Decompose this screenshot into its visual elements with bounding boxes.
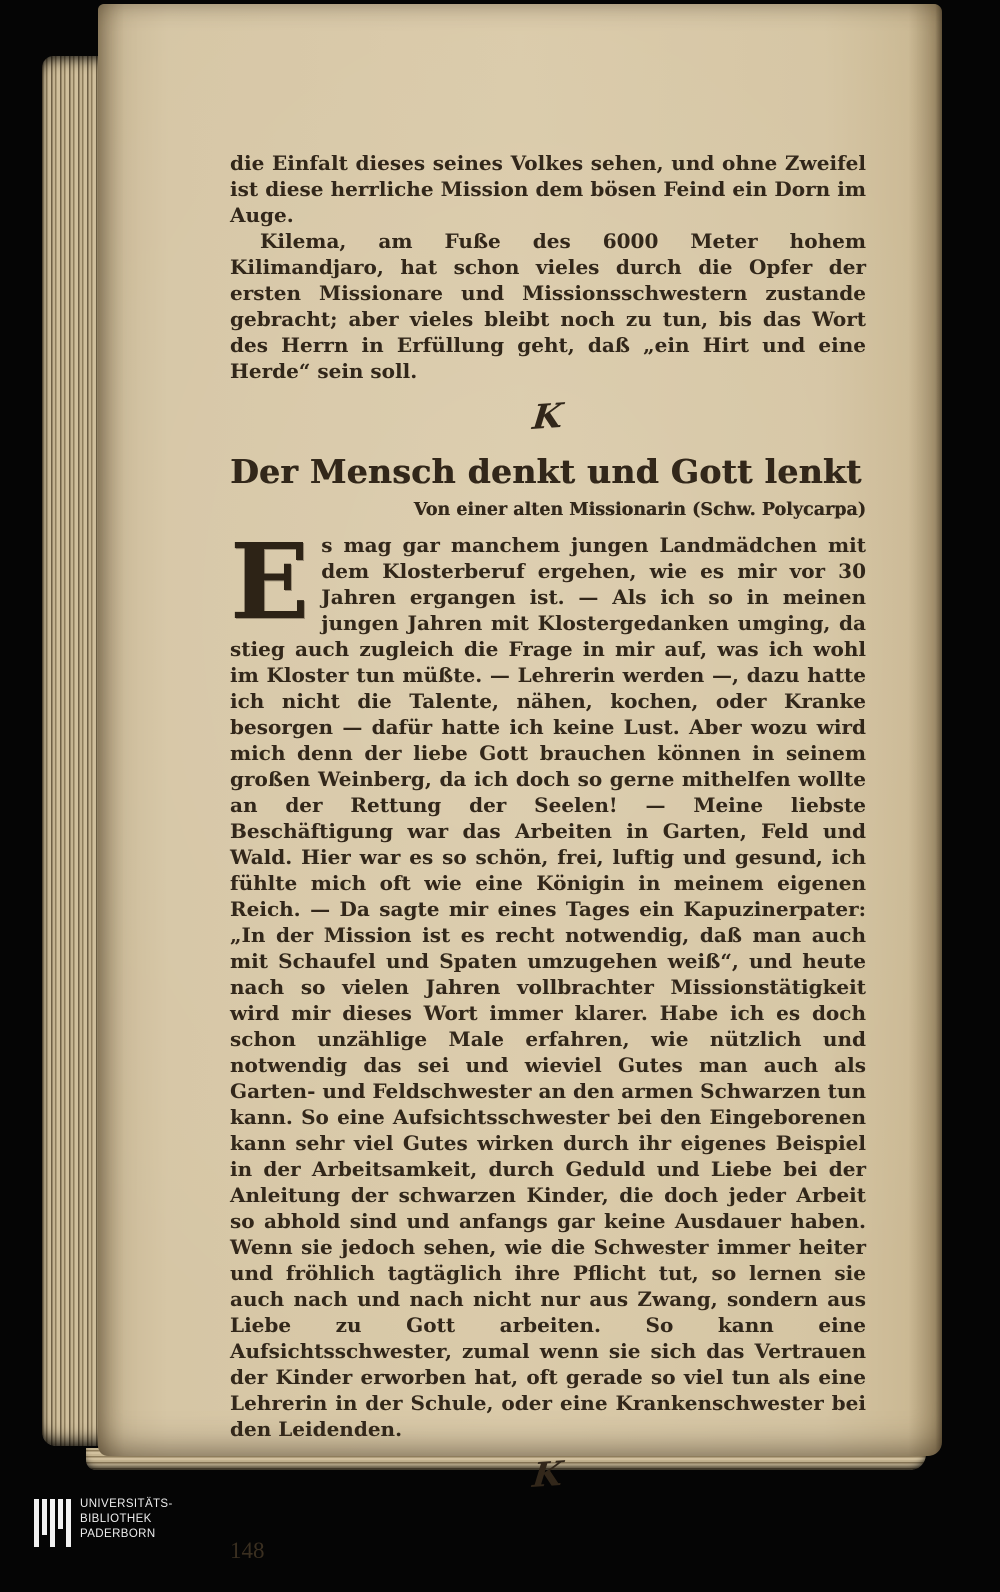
library-name [80,1497,173,1542]
article-body [230,520,866,1442]
watermark-line: BIBLIOTHEK [80,1513,152,1525]
library-watermark [34,1497,173,1547]
paragraph-kilema: Kilema, am Fuße des 6000 Meter hohem Kilimandjaro, hat schon vieles durch die Opfer der ersten Missionare und Missionsschwestern zustande gebracht; aber vieles bleibt noch zu tun, bis das Wort des Herrn in Erfüllung geht, daß „ein Hirt und eine Herde“ sein soll. [230,229,866,383]
watermark-line: PADERBORN [80,1528,156,1540]
page-number: 148 [230,1538,265,1563]
library-bars-icon [34,1497,71,1547]
closing-ornament-row [230,1454,866,1496]
article-body-text: s mag gar manchem jungen Landmädchen mit dem Klosterberuf ergehen, wie es mir vor 30 Jahren ergangen ist. — Als ich so in meinen jungen Jahren mit Klostergedanken umging, da stieg auch zugleich die Frage in mir auf, was ich wohl im Kloster tun müßte. — Lehrerin werden —, dazu hatte ich nicht die Talente, nähen, kochen, oder Kranke besorgen — dafür hatte ich keine Lust. Aber wozu wird mich denn der liebe Gott brauchen können in seinem großen Weinberg, da ich doch so gerne mithelfen wollte an der Rettung der Seelen! — Meine liebste Beschäftigung war das Arbeiten in Garten, Feld und Wald. Hier war es so schön, frei, luftig und gesund, ich fühlte mich oft wie eine Königin in meinem eigenen Reich. — Da sagte mir eines Tages ein Kapuzinerpater: „In der Mission ist es recht notwendig, daß man auch mit Schaufel und Spaten umzugehen weiß“, und heute nach so vielen Jahren vollbrachter Missionstätigkeit wird mir dieses Wort immer klarer. Habe ich es doch schon unzählige Male erfahren, wie nützlich und notwendig das sei und wieviel Gutes man auch als Garten- und Feldschwester an den armen Schwarzen tun kann. So eine Aufsichtsschwester bei den Eingeborenen kann sehr viel Gutes wirken durch ihr eigenes Beispiel in der Arbeitsamkeit, durch Geduld und Liebe bei der Anleitung der schwarzen Kinder, die doch jeder Arbeit so abhold sind und anfangs gar keine Ausdauer haben. Wenn sie jedoch sehen, wie die Schwester immer heiter und fröhlich tagtäglich ihre Pflicht tut, so lernen sie auch nach und nach nicht nur aus Zwang, sondern aus Liebe zu Gott arbeiten. So kann eine Aufsichtsschwester, zumal wenn sie sich das Vertrauen der Kinder erworben hat, oft gerade so viel tun als eine Lehrerin in der Schule, oder eine Krankenschwester bei den Leidenden. [230,533,866,1441]
section-heading: Der Mensch denkt und Gott lenkt [230,452,862,491]
text-column [230,150,866,1564]
byline: Von einer alten Missionarin (Schw. Polycarpa) [413,500,866,520]
drop-cap-letter: E [230,520,310,643]
section-ornament-row [230,396,866,438]
printers-ornament: K [530,1454,566,1496]
page-stack-edge-left [42,56,104,1446]
watermark-line: UNIVERSITÄTS- [80,1498,173,1510]
paragraph-continuation: die Einfalt dieses seines Volkes sehen, und ohne Zweifel ist diese herrliche Mission dem bösen Feind ein Dorn im Auge. [230,151,866,227]
printers-ornament: K [530,396,566,438]
